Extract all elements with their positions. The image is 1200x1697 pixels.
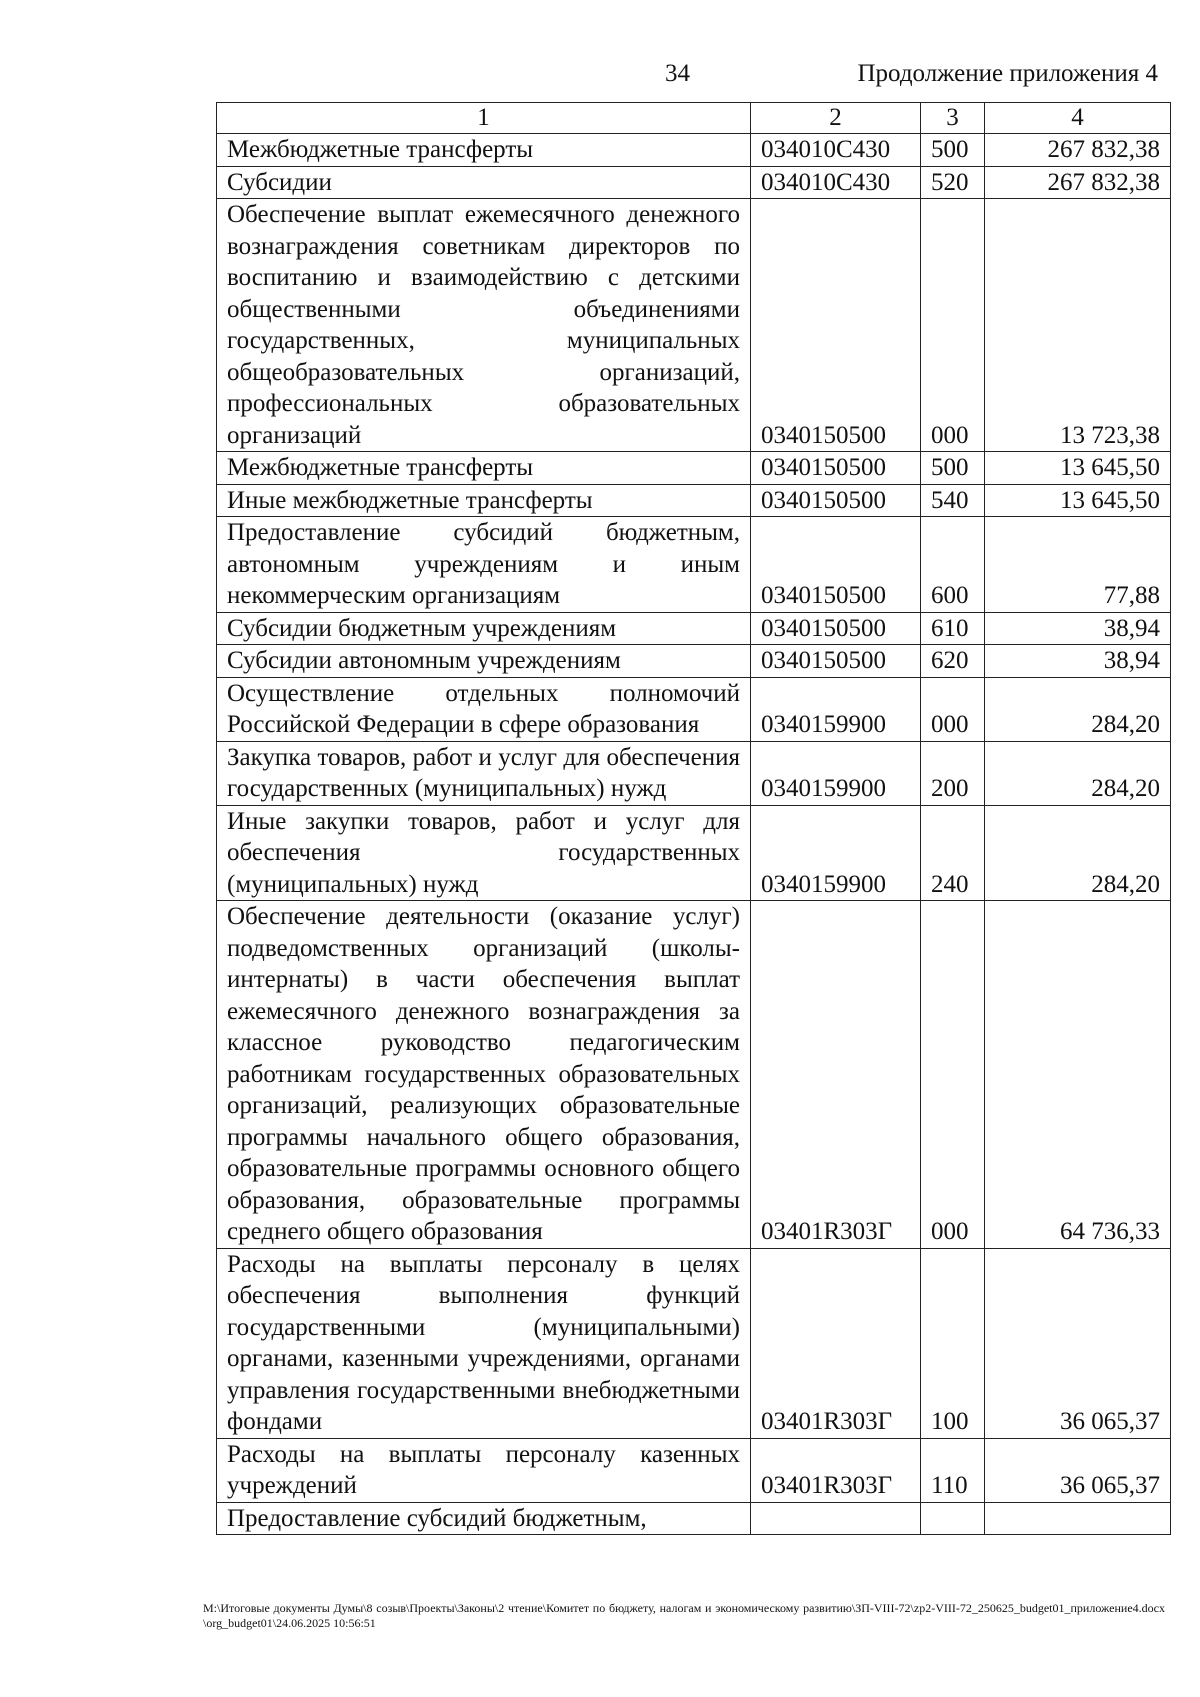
appendix-continuation-label: Продолжение приложения 4: [857, 60, 1158, 87]
row-expense-type: 600: [921, 517, 985, 613]
row-code: 0340150500: [751, 452, 921, 485]
column-header-3: 3: [921, 103, 985, 134]
row-code: 03401R303Г: [751, 901, 921, 1249]
row-name: Субсидии: [217, 166, 751, 199]
column-header-2: 2: [751, 103, 921, 134]
row-amount: 267 832,38: [985, 166, 1171, 199]
row-code: [751, 1502, 921, 1535]
row-expense-type: 240: [921, 805, 985, 901]
row-amount: [985, 1502, 1171, 1535]
row-code: 034010С430: [751, 134, 921, 167]
row-name: Иные межбюджетные трансферты: [217, 484, 751, 517]
row-code: 0340159900: [751, 677, 921, 741]
row-expense-type: 620: [921, 645, 985, 678]
row-code: 0340150500: [751, 517, 921, 613]
row-amount: 36 065,37: [985, 1438, 1171, 1502]
row-name: Обеспечение деятельности (оказание услуг) подведомственных организаций (школы-интернаты) в части обеспечения выплат ежемесячного денежного вознаграждения за классное руководство педагогическим работникам государственных образовательных организаций, реализующих образовательные программы начального общего образования, образовательные программы основного общего образования, образовательные программы среднего общего образования: [217, 901, 751, 1249]
row-expense-type: 110: [921, 1438, 985, 1502]
table-row: [217, 1248, 1171, 1438]
row-name: Субсидии бюджетным учреждениям: [217, 612, 751, 645]
row-expense-type: 000: [921, 901, 985, 1249]
row-expense-type: 500: [921, 134, 985, 167]
row-name: Расходы на выплаты персоналу казенных учреждений: [217, 1438, 751, 1502]
row-name: Закупка товаров, работ и услуг для обеспечения государственных (муниципальных) нужд: [217, 741, 751, 805]
table-row: [217, 166, 1171, 199]
table-row: [217, 1502, 1171, 1535]
row-name: Межбюджетные трансферты: [217, 452, 751, 485]
row-code: 0340150500: [751, 645, 921, 678]
row-expense-type: 520: [921, 166, 985, 199]
table-row: [217, 612, 1171, 645]
row-amount: 38,94: [985, 612, 1171, 645]
row-expense-type: 540: [921, 484, 985, 517]
row-amount: 64 736,33: [985, 901, 1171, 1249]
row-code: 0340159900: [751, 805, 921, 901]
table-row: [217, 484, 1171, 517]
table-row: [217, 645, 1171, 678]
row-code: 0340150500: [751, 612, 921, 645]
row-amount: 36 065,37: [985, 1248, 1171, 1438]
row-name: Обеспечение выплат ежемесячного денежного вознаграждения советникам директоров по воспитанию и взаимодействию с детскими общественными объединениями государственных, муниципальных общеобразовательных организаций, профессиональных образовательных организаций: [217, 199, 751, 452]
row-amount: 13 723,38: [985, 199, 1171, 452]
row-expense-type: 100: [921, 1248, 985, 1438]
table-row: [217, 134, 1171, 167]
row-amount: 13 645,50: [985, 484, 1171, 517]
table-row: [217, 517, 1171, 613]
table-row: [217, 677, 1171, 741]
table-row: [217, 452, 1171, 485]
row-name: Осуществление отдельных полномочий Российской Федерации в сфере образования: [217, 677, 751, 741]
row-name: Предоставление субсидий бюджетным,: [217, 1502, 751, 1535]
row-code: 0340150500: [751, 484, 921, 517]
table-header-row: [217, 103, 1171, 134]
file-path-footer: M:\Итоговые документы Думы\8 созыв\Проекты\Законы\2 чтение\Комитет по бюджету, налогам и экономическому развитию\ЗП-VIII-72\zp2-VIII-72_250625_budget01_приложение4.docx\org_budget01\24.06.2025 10:56:51: [203, 1601, 1165, 1630]
column-header-4: 4: [985, 103, 1171, 134]
row-amount: 284,20: [985, 677, 1171, 741]
row-amount: 284,20: [985, 741, 1171, 805]
row-code: 034010С430: [751, 166, 921, 199]
table-row: [217, 1438, 1171, 1502]
row-name: Иные закупки товаров, работ и услуг для обеспечения государственных (муниципальных) нужд: [217, 805, 751, 901]
row-amount: 38,94: [985, 645, 1171, 678]
table-row: [217, 741, 1171, 805]
row-expense-type: 200: [921, 741, 985, 805]
row-amount: 267 832,38: [985, 134, 1171, 167]
row-amount: 77,88: [985, 517, 1171, 613]
row-amount: 13 645,50: [985, 452, 1171, 485]
table-row: [217, 901, 1171, 1249]
page-number: 34: [665, 60, 690, 87]
row-expense-type: 500: [921, 452, 985, 485]
row-code: 03401R303Г: [751, 1248, 921, 1438]
row-name: Расходы на выплаты персоналу в целях обеспечения выполнения функций государственными (муниципальными) органами, казенными учреждениями, органами управления государственными внебюджетными фондами: [217, 1248, 751, 1438]
row-expense-type: 610: [921, 612, 985, 645]
row-name: Предоставление субсидий бюджетным, автономным учреждениям и иным некоммерческим организациям: [217, 517, 751, 613]
row-amount: 284,20: [985, 805, 1171, 901]
budget-table: [216, 102, 1171, 1535]
row-code: 03401R303Г: [751, 1438, 921, 1502]
row-code: 0340150500: [751, 199, 921, 452]
table-row: [217, 805, 1171, 901]
row-expense-type: [921, 1502, 985, 1535]
table-row: [217, 199, 1171, 452]
row-code: 0340159900: [751, 741, 921, 805]
row-name: Межбюджетные трансферты: [217, 134, 751, 167]
row-expense-type: 000: [921, 199, 985, 452]
row-expense-type: 000: [921, 677, 985, 741]
column-header-1: 1: [217, 103, 751, 134]
row-name: Субсидии автономным учреждениям: [217, 645, 751, 678]
